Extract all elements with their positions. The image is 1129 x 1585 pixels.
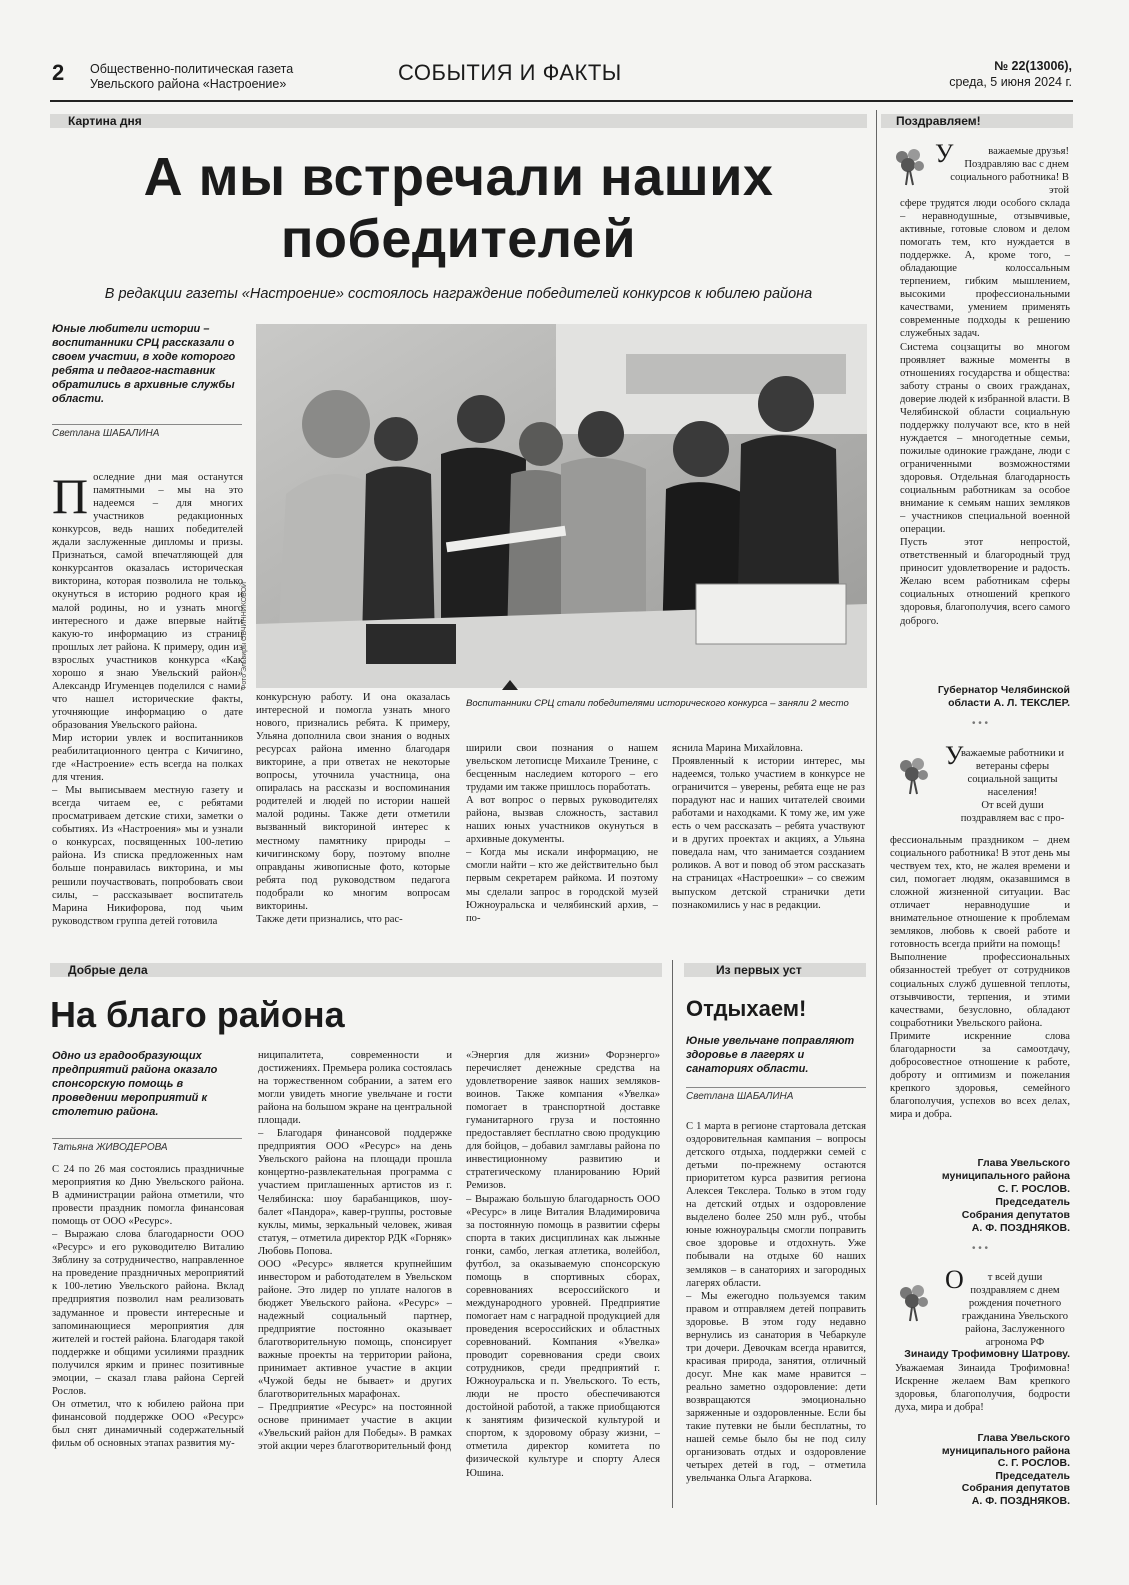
main-photo [256,324,867,688]
main-column-1 [52,458,243,934]
rest-title: Отдыхаем! [686,996,807,1021]
greeting1-cap: У [935,139,954,168]
page-number: 2 [52,60,65,85]
separator-dots-1: • • • [971,718,989,729]
main-byline: Светлана ШАБАЛИНА [52,428,160,439]
good-deeds-column-1: С 24 по 26 мая состоялись праздничные мероприятия ко Дню Увельского района. В администрации района отметили, что провести праздник помогла финансовая помощь от ООО «Ресурс». – Выражаю слова благодарности ООО «Ресурс» и его руководителю Виталию Зяблину за сотрудничество, направленное на проведение праздничных мероприятий к 100-летию Увельского района. Вклад предприятия позволил нам реализовать задуманное и провести интересные и запоминающиеся мероприятия для жителей и гостей района. Благодаря такой поддержке и общими усилиями праздник получился ярким и принес позитивные эмоции, – сказал глава района Сергей Рослов. Он отметил, что к юбилею района при финансовой поддержке ООО «Ресурс» был снят динамичный содержательный фильм об основных этапах развития му- [52,1164,244,1449]
main-title [50,146,867,270]
paper-name [90,62,293,92]
section-title: СОБЫТИЯ И ФАКТЫ [398,60,622,85]
flower-icon [896,756,930,801]
rubric-rest: Из первых уст [716,963,802,977]
greeting3-name: Зинаиду Трофимовну Шатрову. [904,1348,1070,1360]
header-rule [50,100,1073,102]
main-title-line1: А мы встречали наших [143,147,774,207]
greeting1-lead: важаемые друзья! Поздравляю вас с днем социального работника! В этой [950,146,1069,197]
good-deeds-title: На благо района [50,994,345,1035]
issue-info [949,58,1072,90]
main-column-3: ширили свои познания о нашем увельском летописце Михаиле Тренине, с бесценным наследием которого – его трудами им также пришлось поработать. А вот вопрос о первых руководителях района, вызвав сложность, заставил наших юных участников окунуться в архивные документы. – Когда мы искали информацию, не смогли найти – кто же действительно был первым секретарем райкома. И поэтому мы сделали запрос в городской музей Южноуральска и челябинский архив, – по- [466,743,658,924]
rubric-congrats: Поздравляем! [896,114,981,128]
rest-byline: Светлана ШАБАЛИНА [686,1091,794,1102]
main-title-line2: победителей [280,209,637,269]
byline-rule [52,424,242,425]
rest-body: С 1 марта в регионе стартовала детская оздоровительная кампания – вопросы детского отдыха, поддержки семей с детьми по-прежнему остаются приоритетом курса развития региона Алексея Текслера. Только в этом году на детский отдых и оздоровление выделено более 250 млн руб., чтобы юные южноуральцы смогли поправить свое здоровье и отдохнуть. Уже побывали на отдыхе 60 наших земляков – в санаториях и загородных лагерях области. – Мы ежегодно пользуемся таким правом и отправляем детей поправить здоровье. В этом году недавно вернулись из санатория в Чебаркуле три дочери. Девочкам всегда нравится, красивая природа, занятия, отличный досуг. Мне как маме нравится – реально заметно оздоровление: дети возвращаются эмоционально заряженные и оздоровленные. Если бы такие путевки не были бесплатны, то нашей семье было бы не под силу организовать отдых и оздоровление четырех детей в год, – отметила увельчанка Ольга Агаркова. [686,1121,866,1485]
photo-children-award [256,324,867,688]
rubric-bar-congrats [881,114,1073,128]
greeting3-body: Уважаемая Зинаида Трофимовна! Искренне желаем Вам крепкого здоровья, благополучия, бодрости духа, мира и добра! [895,1363,1070,1414]
vertical-divider-right [876,110,877,1505]
good-deeds-lead: Одно из градообразующих предприятий района оказало спонсорскую помощь в проведении мероприятий к столетию района. [52,1050,218,1118]
rest-byline-rule [686,1087,866,1088]
rubric-bar-rest [684,963,866,977]
good-deeds-byline-rule [52,1138,242,1139]
greeting1-signature: Губернатор Челябинской области А. Л. ТЕКСЛЕР. [937,684,1070,709]
main-subtitle: В редакции газеты «Настроение» состоялось награждение победителей конкурсов к юбилею района [104,286,813,302]
vertical-divider-middle [672,960,673,1508]
photo-credit: Фото Эльвиры ОВЧИННИКОВОЙ [241,581,248,690]
good-deeds-column-3: «Энергия для жизни» Форэнерго» перечисляет денежные средства на удовлетворение заявок наших земляков-воинов. Также компания «Увелка» помогает в транспортной доставке гуманитарного груза и постоянно предоставляет бесплатно свою продукцию для бойцов, – добавил замглавы района по инвестиционному развитию и стратегическому планированию Юрий Ремизов. – Выражаю большую благодарность ООО «Ресурс» в лице Виталия Владимировича за постоянную помощь в развитии сферы спорта в таких дисциплинах как лыжные гонки, самбо, легкая атлетика, волейбол, футбол, за оказываемую спонсорскую помощь в спортивных сборах, соревнованиях всероссийского и международного уровней. Предприятие помогает нам с наградной продукцией для проведения всероссийских и областных соревнований. Компания «Увелка» проводит соревнования среди своих сотрудников, среди предприятий г. Южноуральска и п. Увельского. То есть, люди не просто обеспечиваются достойной работой, а также приобщаются к занятиям физической культурой и спортом, к здоровому образу жизни, – отметила директор комитета по физической культуре и спорту Алеся Юшина. [466,1050,660,1479]
greeting3-signature: Глава Увельского муниципального района С. Г. РОСЛОВ. Председатель Собрания депутатов А. Ф. ПОЗДНЯКОВ. [941,1432,1070,1507]
main-column-4: яснила Марина Михайловна. Проявленный к истории интерес, мы надеемся, только участием в конкурсе не ограничится – уверены, ребята еще не раз порадуют нас и наших читателей своими работами и находками. К тому же, им уже есть о чем рассказать – ребята участвуют и в других проектах и акциях, а Ульяна поведала нам, что занимается созданием роликов. А вот и повод об этом рассказать на страницах «Настроешки» – со свежим выпуском детской странички дети познакомились у нас в редакции. [672,743,865,911]
good-deeds-column-2: ниципалитета, современности и достижениях. Премьера ролика состоялась на торжественном собрании, а затем его могли увидеть многие увельчане и гости района на большом экране на центральной площади. – Благодаря финансовой поддержке предприятия ООО «Ресурс» на день Увельского района на площади прошла концертно-развлекательная программа с участием приглашенных артистов из г. Челябинска: шоу барабанщиков, шоу-балет «Пандора», кавер-группы, ростовые куклы, мимы, зеркальный человек, живая статуя, – отметила директор РДК «Горняк» Любовь Попова. ООО «Ресурс» является крупнейшим инвестором и работодателем в Увельском районе. Это лидер по уплате налогов в бюджет Увельского района. «Ресурс» – надежный социальный партнер, предприятие постоянно оказывает благотворительную помощь, спонсирует важные проекты на территории района, принимает активное участие в акции «Чужой беды не бывает» и других благотворительных марафонах. – Предприятие «Ресурс» на постоянной основе принимает участие в акции «Увельский район для Победы». В рамках этой акции через благотворительный фонд [258,1050,452,1453]
greeting2-signature: Глава Увельского муниципального района С. Г. РОСЛОВ. Председатель Собрания депутатов А. Ф. ПОЗДНЯКОВ. [941,1157,1070,1234]
paper-name-line1: Общественно-политическая газета [90,62,294,76]
flower-icon [892,147,926,192]
good-deeds-byline: Татьяна ЖИВОДЕРОВА [52,1142,168,1153]
flower-icon [896,1283,930,1328]
separator-dots-2: • • • [971,1243,989,1254]
issue-number: № 22(13006), [994,59,1072,73]
issue-date: среда, 5 июня 2024 г. [949,75,1072,89]
dropcap: П [52,468,89,525]
greeting2-lead: важаемые работники и ветераны сферы социальной защиты населения! От всей души поздравляем вас с про- [960,748,1065,825]
rubric-main: Картина дня [68,114,142,128]
rubric-bar-main [50,114,867,128]
greeting1-body: сфере трудятся люди особого склада – неравнодушные, отзывчивые, активные, готовые словом и делом помогать тем, кто нуждается в поддержке. А, кроме того, – обладающие колоссальным терпением, гибким мышлением, высокими профессиональными качествами, умением применять современные подходы к решению служебных задач. Система соцзащиты во многом проявляет важные моменты в отношениях государства и общества: заботу страны о своих гражданах, доверие людей к избранной власти. В Челябинской области социальную поддержку получают все, кто в ней нуждается – многодетные семьи, пожилые одинокие граждане, люди с ограниченными возможностями здоровья. Отдельная благодарность социальным работникам за особое внимание к семьям наших земляков – участников специальной военной операции. Пусть этот непростой, ответственный и благородный труд приносит удовлетворение и радость. Желаю всем работникам сферы социальных отношений крепкого здоровья, благополучия, всего самого доброго. [900,198,1070,627]
photo-caption-marker [502,680,518,690]
greeting2-cap: У [945,741,964,770]
rubric-bar-good-deeds [50,963,662,977]
paper-name-line2: Увельского района «Настроение» [90,77,287,91]
greeting3-cap: О [945,1265,964,1294]
greeting3-lead: т всей души поздравляем с днем рождения почетного гражданина Увельского района, Заслуженного агронома РФ [961,1272,1069,1349]
main-lead: Юные любители истории – воспитанники СРЦ рассказали о своем участии, в ходе которого ребята и педагог-наставник обратились в архивные службы области. [52,323,236,405]
rest-lead: Юные увельчане поправляют здоровье в лагерях и санаториях области. [686,1035,855,1075]
rubric-good-deeds: Добрые дела [68,963,148,977]
greeting2-body: фессиональным праздником – днем социального работника! В этот день мы чествуем тех, кто, не жалея времени и сил, помогает людям, оказавшимся в сложной жизненной ситуации. Вас отличает неравнодушие и внимательное отношение к проблемам земляков, любовь к своей работе и готовность всегда прийти на помощь! Выполнение профессиональных обязанностей требует от сотрудников социальных служб душевной теплоты, отзывчивости, терпения, и этими качествами, безусловно, обладают соцработники Увельского района. Примите искренние слова благодарности за самоотдачу, добросовестное отношение к работе, доброту и оптимизм и пожелания крепкого здоровья, семейного благополучия, успехов во всех делах, мира и добра. [890,835,1070,1120]
main-column-2: конкурсную работу. И она оказалась интересной и помогла узнать много нового, признались ребята. К примеру, Ульяна дополнила свои знания о водных ресурсах района именно благодаря викторине, а при ответах не некоторые вопросы, уточнила участница, она опиралась на рассказы и воспоминания родителей и людей по истории нашей малой родины. Также дети отметили вызванный викториной интерес к местному памятнику природы – кичигинскому бору, поэтому вполне оправданы живописные фото, которые ребята под руководством педагога подобрали ко многим вопросам викторины. Также дети признались, что рас- [256,692,450,925]
photo-caption: Воспитанники СРЦ стали победителями исторического конкурса – заняли 2 место [466,698,849,709]
main-col1-text: оследние дни мая останутся памятными – мы на это надеемся – для многих участников редакционных конкурсов, ведь наших победителей ждали заслуженные дипломы и призы. Признаться, самой впечатляющей для конкурсантов оказалась историческая викторина, которая позволила не только окунуться в историю родного края и малой родины, но и узнать много интересного и даже впервые найти какую-то информацию из страниц прошлых лет района. К примеру, один из взрослых участников конкурса «Как хорошо я знаю Увельский район» Александр Игуменцев поделился с нами, что нашел исторические факты, уточняющие информацию о дате образования Увельского района. Мир истории увлек и воспитанников реабилитационного центра с Кичигино, где «Настроение» есть всегда на полках для чтения. – Мы выписываем местную газету и всегда читаем ее, с ребятами просматриваем детские стихи, заметки о событиях. Из «Настроения» мы и узнали о конкурсах, посвященных 100-летию района. Из списка предложенных нам больше понравилась викторина, и мы решили поучаствовать, попробовать свои силы, – рассказывает воспитатель Марина Никифорова, под чьим руководством группа детей готовила [52,472,243,927]
